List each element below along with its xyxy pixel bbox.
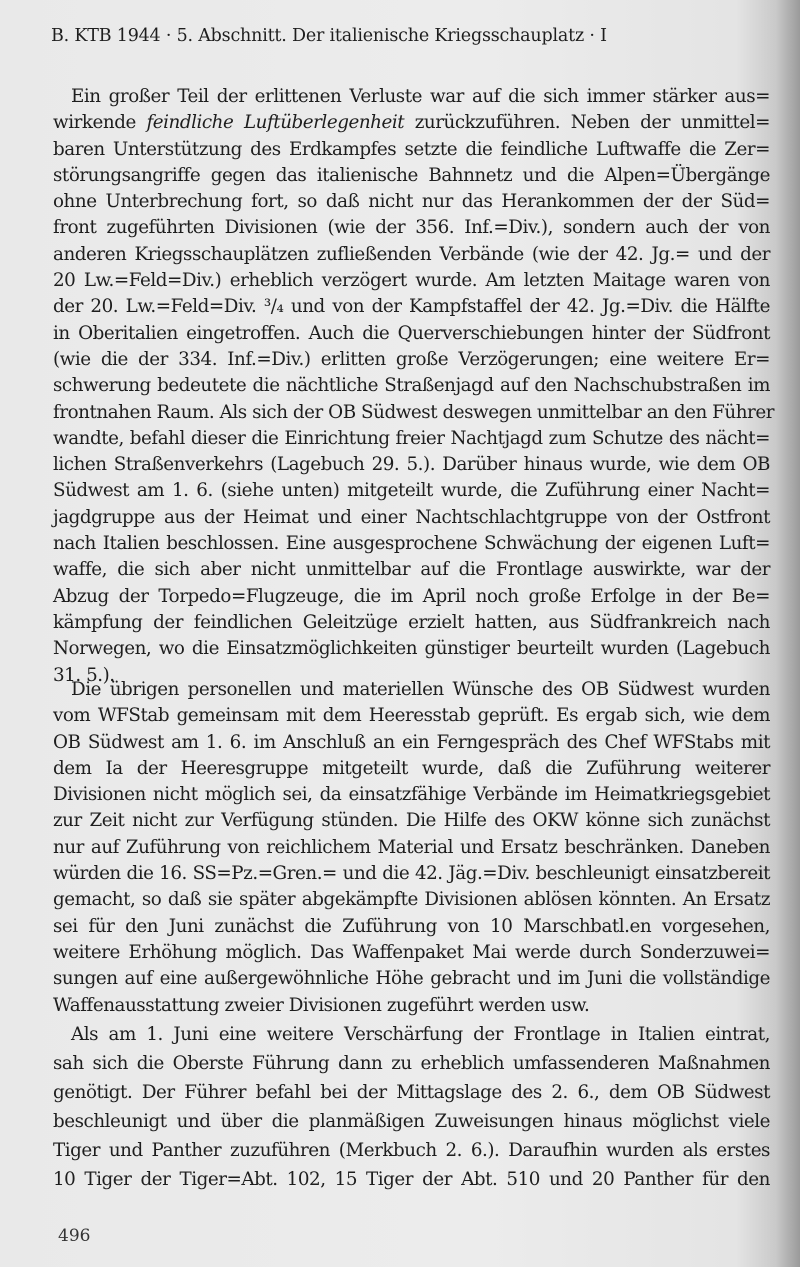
text-line: (wie die der 334. Inf.=Div.) erlitten große Verzögerungen; eine weitere Er= bbox=[53, 348, 770, 370]
text-line: nach Italien beschlossen. Eine ausgesprochene Schwächung der eigenen Luft= bbox=[53, 533, 770, 555]
page-number: 496 bbox=[58, 1226, 91, 1246]
paragraph-1 bbox=[53, 84, 774, 689]
text-line: Als am 1. Juni eine weitere Verschärfung der Frontlage in Italien eintrat, bbox=[71, 1024, 770, 1045]
text-line: Divisionen nicht möglich sei, da einsatzfähige Verbände im Heimatkriegsgebiet bbox=[53, 784, 770, 806]
text-line: in Oberitalien eingetroffen. Auch die Querverschiebungen hinter der Südfront bbox=[53, 322, 770, 344]
text-line: front zugeführten Divisionen (wie der 356. Inf.=Div.), sondern auch der von bbox=[53, 217, 770, 239]
text-line: vom WFStab gemeinsam mit dem Heeresstab geprüft. Es ergab sich, wie dem bbox=[53, 705, 770, 727]
text-line: weitere Erhöhung möglich. Das Waffenpaket Mai werde durch Sonderzuwei= bbox=[53, 941, 770, 963]
text-line: Norwegen, wo die Einsatzmöglichkeiten günstiger beurteilt wurden (Lagebuch bbox=[53, 638, 770, 660]
text-line: Südwest am 1. 6. (siehe unten) mitgeteilt wurde, die Zuführung einer Nacht= bbox=[53, 480, 770, 502]
paragraph-3 bbox=[53, 1020, 770, 1194]
emphasis: feindliche Luftüberlegenheit bbox=[146, 112, 405, 134]
text-line: Waffenausstattung zweier Divisionen zugeführt werden usw. bbox=[53, 994, 590, 1016]
text-line: waffe, die sich aber nicht unmittelbar auf die Frontlage auswirkte, war der bbox=[53, 559, 770, 581]
paragraph-2 bbox=[53, 677, 770, 1019]
text-line: kämpfung der feindlichen Geleitzüge erzielt hatten, aus Südfrankreich nach bbox=[53, 611, 770, 633]
running-header: B. KTB 1944 · 5. Abschnitt. Der italienische Kriegsschauplatz · I bbox=[51, 26, 607, 46]
text-line: nur auf Zuführung von reichlichem Material und Ersatz beschränken. Daneben bbox=[53, 836, 770, 858]
text-line: jagdgruppe aus der Heimat und einer Nachtschlachtgruppe von der Ostfront bbox=[53, 506, 770, 528]
text-line: dem Ia der Heeresgruppe mitgeteilt wurde, daß die Zuführung weiterer bbox=[53, 757, 770, 779]
text-line: Ein großer Teil der erlittenen Verluste war auf die sich immer stärker aus= bbox=[71, 86, 770, 107]
text-line: beschleunigt und über die planmäßigen Zuweisungen hinaus möglichst viele bbox=[53, 1111, 770, 1132]
text-line: 20 Lw.=Feld=Div.) erheblich verzögert wurde. Am letzten Maitage waren von bbox=[53, 270, 770, 292]
text-line: ohne Unterbrechung fort, so daß nicht nur das Herankommen der der Süd= bbox=[53, 191, 770, 213]
text-line: störungsangriffe gegen das italienische Bahnnetz und die Alpen=Übergänge bbox=[53, 164, 770, 186]
text-line: gemacht, so daß sie später abgekämpfte Divisionen ablösen könnten. An Ersatz bbox=[53, 889, 770, 911]
text-line: lichen Straßenverkehrs (Lagebuch 29. 5.). Darüber hinaus wurde, wie dem OB bbox=[53, 454, 770, 476]
text-line: anderen Kriegsschauplätzen zufließenden Verbände (wie der 42. Jg.= und der bbox=[53, 243, 770, 265]
text-line: 31. 5.). bbox=[53, 664, 115, 686]
text-line: schwerung bedeutete die nächtliche Straßenjagd auf den Nachschubstraßen im bbox=[53, 375, 770, 397]
text-line: sungen auf eine außergewöhnliche Höhe gebracht und im Juni die vollständige bbox=[53, 968, 770, 990]
text-line: der 20. Lw.=Feld=Div. ³/₄ und von der Kampfstaffel der 42. Jg.=Div. die Hälfte bbox=[53, 296, 770, 318]
text-line: genötigt. Der Führer befahl bei der Mittagslage des 2. 6., dem OB Südwest bbox=[53, 1082, 770, 1103]
text-line: OB Südwest am 1. 6. im Anschluß an ein Ferngespräch des Chef WFStabs mit bbox=[53, 731, 770, 753]
text-line: frontnahen Raum. Als sich der OB Südwest deswegen unmittelbar an den Führer bbox=[53, 401, 774, 423]
text-line: 10 Tiger der Tiger=Abt. 102, 15 Tiger der Abt. 510 und 20 Panther für den bbox=[53, 1169, 770, 1190]
text-line: Tiger und Panther zuzuführen (Merkbuch 2. 6.). Daraufhin wurden als erstes bbox=[53, 1140, 770, 1161]
text-line: Die übrigen personellen und materiellen Wünsche des OB Südwest wurden bbox=[71, 679, 770, 700]
text-line: zur Zeit nicht zur Verfügung stünden. Die Hilfe des OKW könne sich zunächst bbox=[53, 810, 770, 832]
text-line: wandte, befahl dieser die Einrichtung freier Nachtjagd zum Schutze des nächt= bbox=[53, 427, 770, 449]
text-line: baren Unterstützung des Erdkampfes setzte die feindliche Luftwaffe die Zer= bbox=[53, 138, 770, 160]
text-line: sah sich die Oberste Führung dann zu erheblich umfassenderen Maßnahmen bbox=[53, 1053, 770, 1074]
text-line: sei für den Juni zunächst die Zuführung von 10 Marschbatl.en vorgesehen, bbox=[53, 915, 770, 937]
text-line: würden die 16. SS=Pz.=Gren.= und die 42. Jäg.=Div. beschleunigt einsatzbereit bbox=[53, 863, 770, 885]
text-line: Abzug der Torpedo=Flugzeuge, die im April noch große Erfolge in der Be= bbox=[53, 585, 770, 607]
text-line: wirkende feindliche Luftüberlegenheit zurückzuführen. Neben der unmittel= bbox=[53, 112, 771, 134]
